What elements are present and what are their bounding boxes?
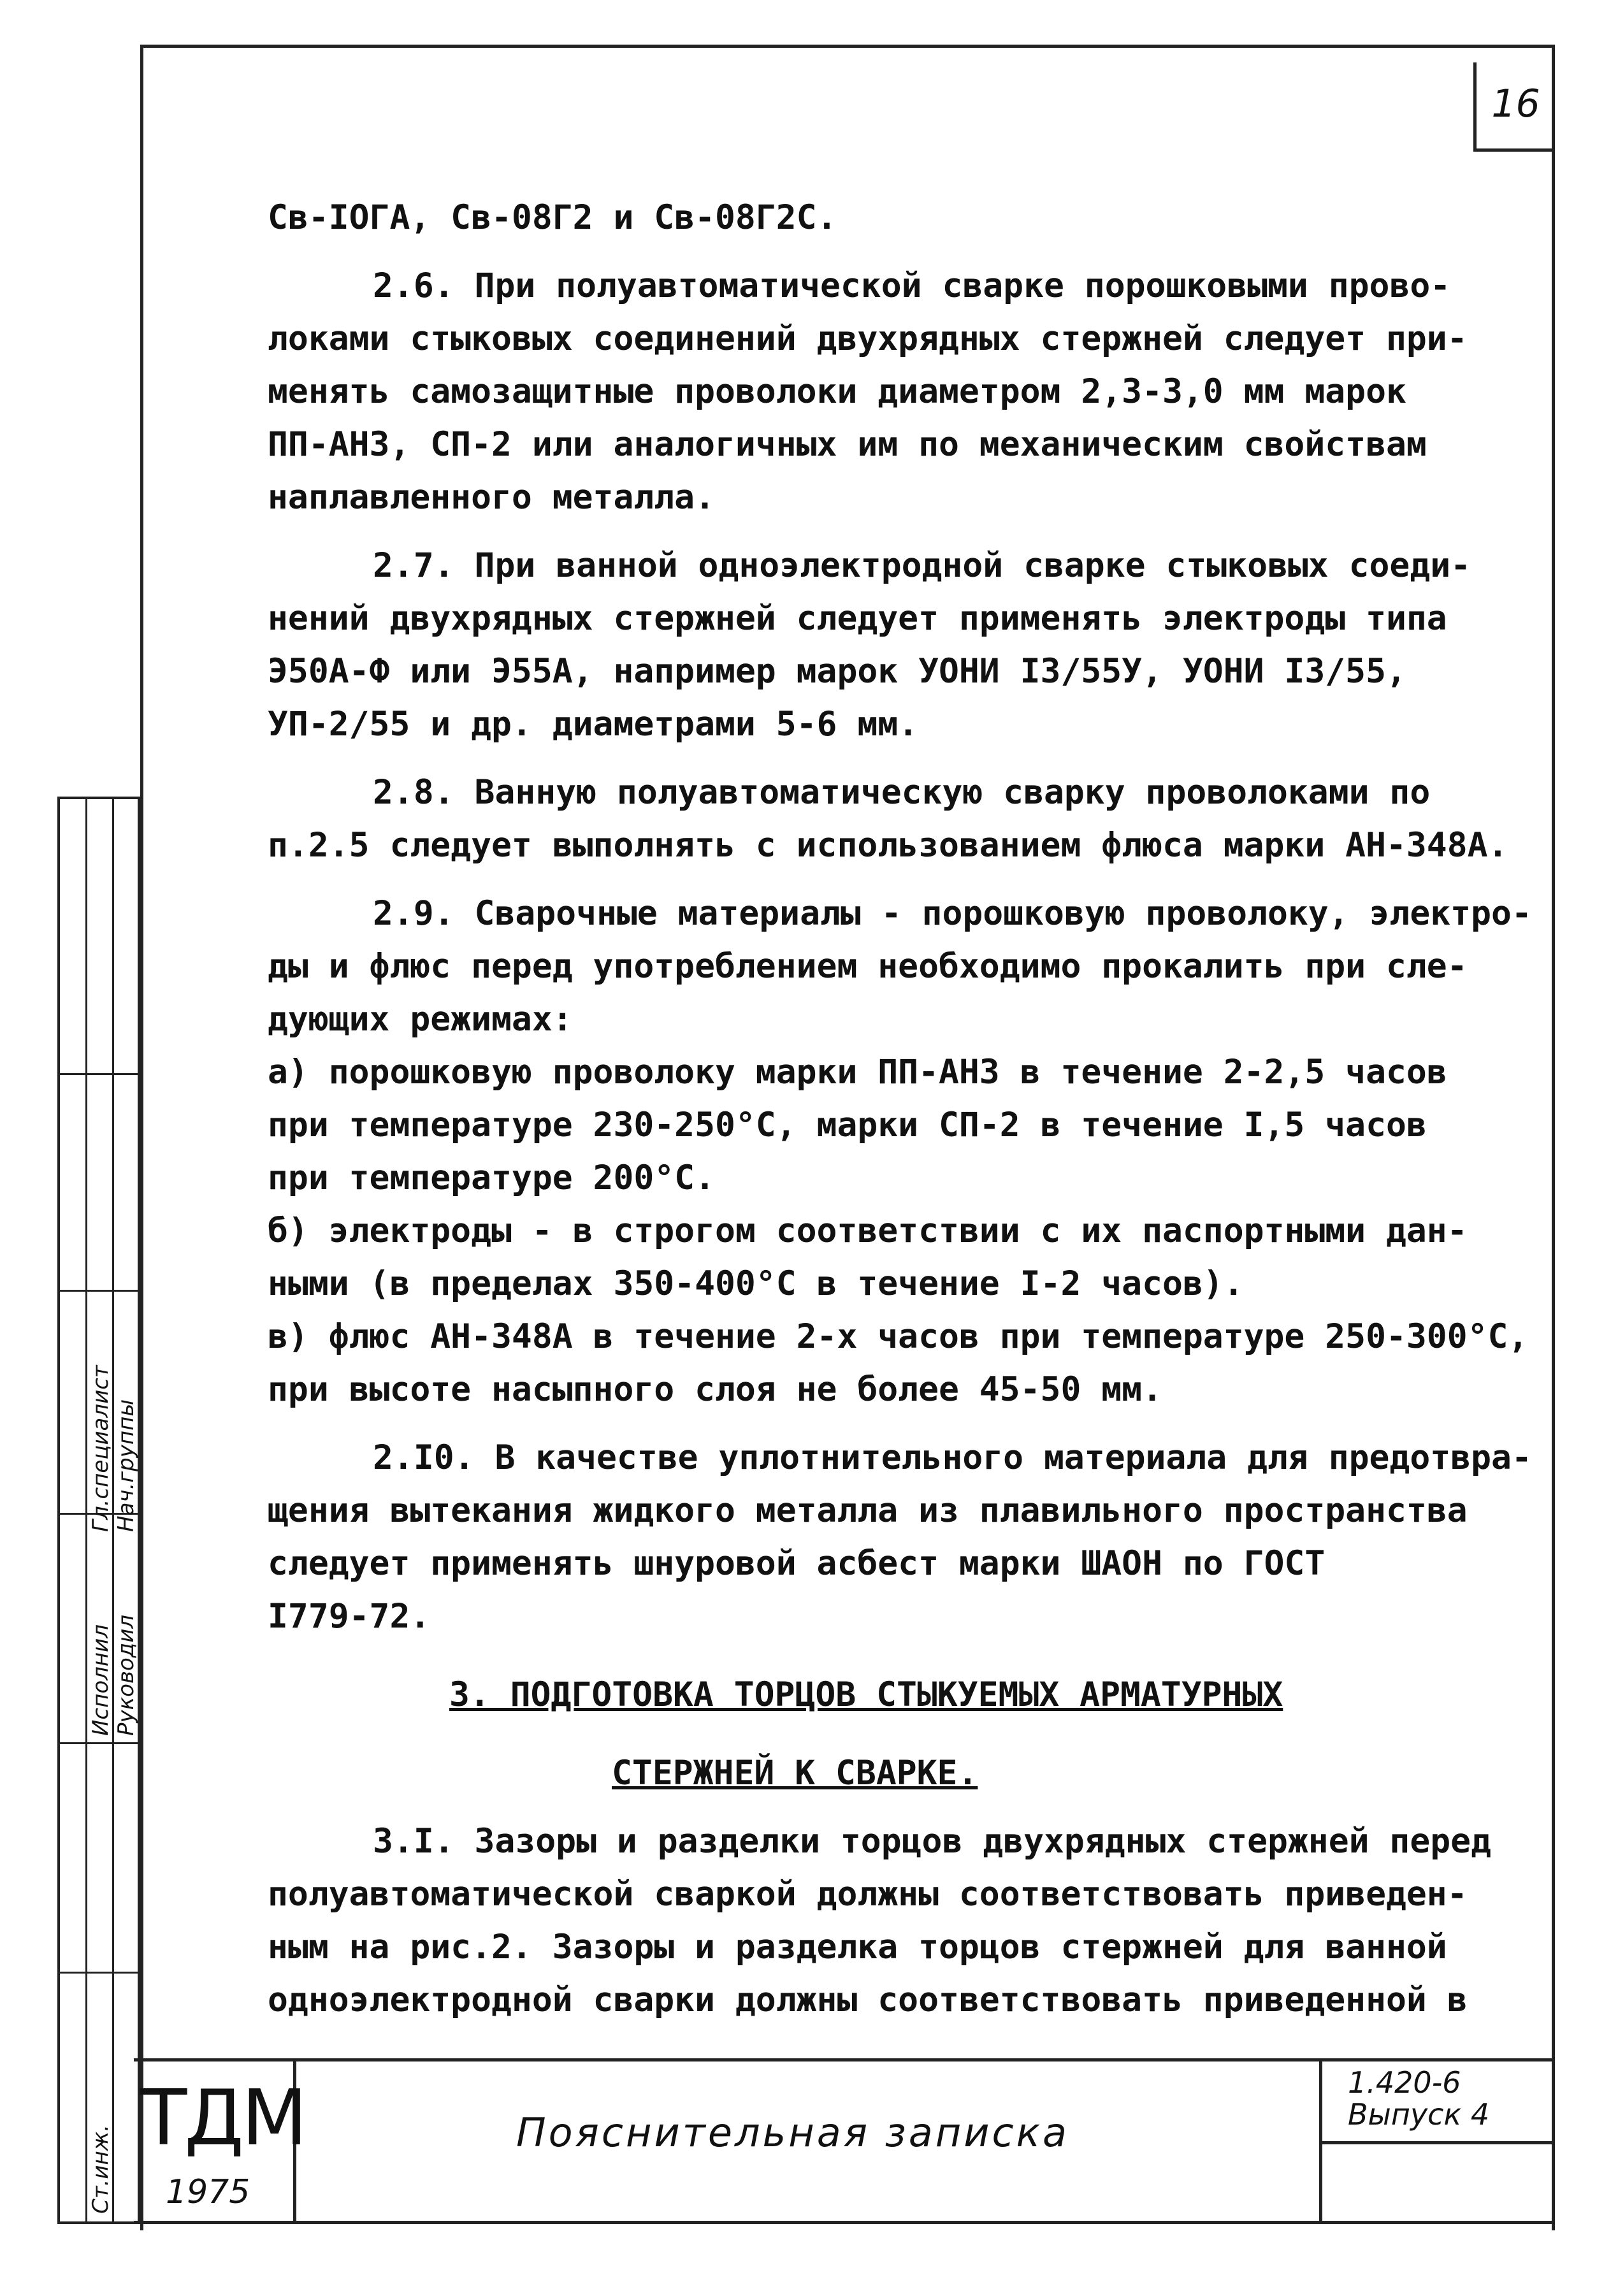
paragraph-gap [268, 751, 1536, 766]
title-block [134, 2058, 1555, 2224]
text-line: Св-IОГА, Св-08Г2 и Св-08Г2С. [268, 198, 837, 237]
text-line: а) порошковую проволоку марки ПП-АН3 в течение 2-2,5 часов [268, 1053, 1447, 1092]
paragraph-gap [268, 524, 1536, 539]
paragraph-gap [268, 872, 1536, 887]
stamp-label: Гл.специалист [88, 1365, 113, 1532]
title-block-code-cell [1319, 2061, 1555, 2221]
text-line: 3.I. Зазоры и разделки торцов двухрядных стержней перед [373, 1822, 1491, 1861]
code-series: 1.420-6 [1348, 2065, 1461, 2100]
text-line: ды и флюс перед употреблением необходимо прокалить при сле- [268, 947, 1468, 986]
stamp-row-divider [60, 1972, 138, 1974]
document-body [268, 191, 1536, 2026]
text-line: б) электроды - в строгом соответствии с их паспортными дан- [268, 1211, 1468, 1250]
title-block-org-cell [134, 2061, 305, 2221]
text-line: наплавленного металла. [268, 478, 715, 517]
text-line: щения вытекания жидкого металла из плавильного пространства [268, 1491, 1468, 1530]
stamp-label: Исполнил [88, 1624, 113, 1736]
text-line: 2.I0. В качестве уплотнительного материала для предотвра- [373, 1438, 1532, 1477]
text-line: 2.8. Ванную полуавтоматическую сварку проволоками по [373, 773, 1431, 812]
text-line: I779-72. [268, 1597, 431, 1636]
text-line: в) флюс АН-348А в течение 2-х часов при температуре 250-300°С, [268, 1317, 1529, 1356]
code-cell-divider [1322, 2141, 1555, 2144]
text-line: нений двухрядных стержней следует применять электроды типа [268, 599, 1447, 638]
text-line: ным на рис.2. Зазоры и разделка торцов стержней для ванной [268, 1928, 1447, 1967]
stamp-row-divider [60, 1073, 138, 1075]
stamp-label: Ст.инж. [88, 2124, 113, 2214]
code-issue: Выпуск 4 [1348, 2097, 1490, 2132]
text-line: локами стыковых соединений двухрядных стержней следует при- [268, 319, 1468, 358]
year-text: 1975 [166, 2173, 250, 2211]
text-line: Э50А-Ф или Э55А, например марок УОНИ I3/55У, УОНИ I3/55, [268, 652, 1406, 691]
text-line: следует применять шнуровой асбест марки ШАОН по ГОСТ [268, 1544, 1325, 1583]
text-line: 2.9. Сварочные материалы - порошковую проволоку, электро- [373, 894, 1532, 933]
text-line: при высоте насыпного слоя не более 45-50 мм. [268, 1370, 1162, 1409]
text-line: 2.7. При ванной одноэлектродной сварке стыковых соеди- [373, 546, 1471, 585]
stamp-label: Нач.группы [113, 1399, 139, 1532]
text-line: при температуре 230-250°С, марки СП-2 в течение I,5 часов [268, 1106, 1427, 1144]
stamp-label: Руководил [113, 1614, 139, 1736]
text-line: менять самозащитные проволоки диаметром 2,3-3,0 мм марок [268, 372, 1406, 411]
text-line: полуавтоматической сваркой должны соответствовать приведен- [268, 1875, 1468, 1914]
stamp-row-divider [60, 1742, 138, 1744]
approval-stamp [57, 797, 140, 2224]
paragraph-gap [268, 1800, 1536, 1815]
stamp-row-divider [60, 1290, 138, 1292]
stamp-column-divider [85, 799, 87, 2221]
section-heading: СТЕРЖНЕЙ К СВАРКЕ. [612, 1754, 978, 1793]
document-code [1348, 2067, 1489, 2130]
section-heading: 3. ПОДГОТОВКА ТОРЦОВ СТЫКУЕМЫХ АРМАТУРНЫХ [449, 1675, 1283, 1714]
paragraph-gap [268, 244, 1536, 259]
text-line: одноэлектродной сварки должны соответствовать приведенной в [268, 1981, 1468, 2019]
text-line: п.2.5 следует выполнять с использованием флюса марки АН-348А. [268, 826, 1508, 865]
page-number: 16 [1473, 62, 1555, 152]
text-line: ПП-АН3, СП-2 или аналогичных им по механическим свойствам [268, 425, 1427, 464]
text-line: ными (в пределах 350-400°С в течение I-2 часов). [268, 1264, 1244, 1303]
text-line: 2.6. При полуавтоматической сварке порошковыми прово- [373, 266, 1451, 305]
document-title: Пояснительная записка [516, 2109, 1070, 2156]
text-line: УП-2/55 и др. диаметрами 5-6 мм. [268, 705, 919, 744]
org-logo-text: ТДМ [140, 2074, 305, 2163]
text-line: при температуре 200°С. [268, 1159, 715, 1197]
paragraph-gap [268, 1416, 1536, 1431]
text-line: дующих режимах: [268, 1000, 573, 1039]
